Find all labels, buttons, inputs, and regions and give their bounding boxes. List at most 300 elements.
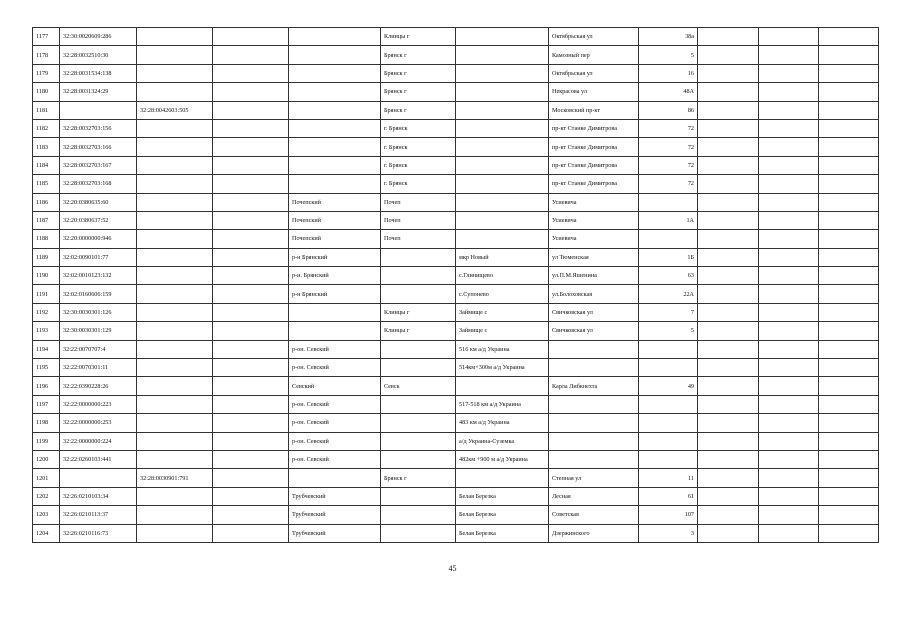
note-cell — [819, 303, 879, 321]
note-cell — [819, 248, 879, 266]
extra-column-cell — [213, 285, 289, 303]
city-cell: г. Брянск — [381, 175, 456, 193]
cadastral-number-cell: 32:22:0070301:11 — [60, 359, 137, 377]
flat-cell — [759, 28, 819, 46]
city-cell: Клинцы г — [381, 303, 456, 321]
row-number-cell: 1204 — [33, 524, 60, 542]
city-cell: г. Брянск — [381, 138, 456, 156]
cadastral-number-cell: 32:02:0160606:159 — [60, 285, 137, 303]
house-number-cell: 63 — [639, 267, 698, 285]
table-row — [33, 138, 879, 156]
street-cell: Лесная — [549, 487, 639, 505]
note-cell — [819, 487, 879, 505]
locality-cell: Белая Березка — [456, 524, 549, 542]
flat-cell — [759, 267, 819, 285]
table-row — [33, 395, 879, 413]
previous-cadastral-number-cell — [137, 377, 213, 395]
building-cell — [698, 175, 759, 193]
row-number-cell: 1179 — [33, 64, 60, 82]
previous-cadastral-number-cell — [137, 303, 213, 321]
building-cell — [698, 64, 759, 82]
cadastral-number-cell: 32:20:0380635:60 — [60, 193, 137, 211]
previous-cadastral-number-cell — [137, 506, 213, 524]
district-cell: Почепский — [289, 211, 381, 229]
street-cell: пр-кт Станке Димитрова — [549, 119, 639, 137]
building-cell — [698, 524, 759, 542]
table-row — [33, 506, 879, 524]
flat-cell — [759, 524, 819, 542]
district-cell — [289, 303, 381, 321]
cadastral-number-cell: 32:20:0380637:52 — [60, 211, 137, 229]
note-cell — [819, 285, 879, 303]
row-number-cell: 1182 — [33, 119, 60, 137]
city-cell: Почеп — [381, 211, 456, 229]
house-number-cell: 3 — [639, 524, 698, 542]
street-cell: Усиевича — [549, 211, 639, 229]
street-cell: ул.П.М.Яшенина — [549, 267, 639, 285]
building-cell — [698, 156, 759, 174]
house-number-cell: 1А — [639, 211, 698, 229]
cadastral-number-cell: 32:22:0390228:26 — [60, 377, 137, 395]
cadastral-number-cell: 32:28:0032510:30 — [60, 46, 137, 64]
row-number-cell: 1181 — [33, 101, 60, 119]
cadastral-number-cell: 32:26:0210103:34 — [60, 487, 137, 505]
city-cell — [381, 359, 456, 377]
cadastral-number-cell — [60, 469, 137, 487]
house-number-cell: 49 — [639, 377, 698, 395]
note-cell — [819, 469, 879, 487]
previous-cadastral-number-cell — [137, 524, 213, 542]
street-cell: пр-кт Станке Димитрова — [549, 175, 639, 193]
table-row — [33, 359, 879, 377]
table-row — [33, 432, 879, 450]
table-row — [33, 119, 879, 137]
table-row — [33, 285, 879, 303]
flat-cell — [759, 487, 819, 505]
district-cell — [289, 46, 381, 64]
extra-column-cell — [213, 101, 289, 119]
previous-cadastral-number-cell — [137, 248, 213, 266]
table-row — [33, 211, 879, 229]
cadastral-number-cell: 32:28:0031534:138 — [60, 64, 137, 82]
locality-cell: Белая Березка — [456, 506, 549, 524]
city-cell: г. Брянск — [381, 156, 456, 174]
note-cell — [819, 395, 879, 413]
building-cell — [698, 230, 759, 248]
district-cell — [289, 101, 381, 119]
table-row — [33, 193, 879, 211]
house-number-cell — [639, 359, 698, 377]
district-cell: р-н Брянский — [289, 248, 381, 266]
row-number-cell: 1201 — [33, 469, 60, 487]
note-cell — [819, 175, 879, 193]
cadastral-number-cell: 32:22:0000000:253 — [60, 414, 137, 432]
city-cell: Брянск г — [381, 46, 456, 64]
previous-cadastral-number-cell — [137, 432, 213, 450]
city-cell — [381, 395, 456, 413]
previous-cadastral-number-cell — [137, 340, 213, 358]
note-cell — [819, 28, 879, 46]
building-cell — [698, 285, 759, 303]
building-cell — [698, 46, 759, 64]
note-cell — [819, 340, 879, 358]
flat-cell — [759, 303, 819, 321]
street-cell: Усиевича — [549, 230, 639, 248]
table-row — [33, 377, 879, 395]
table-row — [33, 414, 879, 432]
flat-cell — [759, 359, 819, 377]
street-cell — [549, 414, 639, 432]
flat-cell — [759, 156, 819, 174]
district-cell: Трубчевский — [289, 506, 381, 524]
previous-cadastral-number-cell — [137, 285, 213, 303]
previous-cadastral-number-cell — [137, 230, 213, 248]
extra-column-cell — [213, 359, 289, 377]
city-cell: Почеп — [381, 230, 456, 248]
register-table — [32, 27, 879, 543]
cadastral-number-cell: 32:28:0032703:168 — [60, 175, 137, 193]
locality-cell — [456, 156, 549, 174]
page-number: 45 — [448, 564, 457, 573]
street-cell: Камозный пер — [549, 46, 639, 64]
locality-cell: мкр Новый — [456, 248, 549, 266]
building-cell — [698, 487, 759, 505]
flat-cell — [759, 432, 819, 450]
locality-cell — [456, 101, 549, 119]
note-cell — [819, 524, 879, 542]
flat-cell — [759, 395, 819, 413]
note-cell — [819, 414, 879, 432]
district-cell: р-он. Севский — [289, 340, 381, 358]
note-cell — [819, 506, 879, 524]
flat-cell — [759, 285, 819, 303]
city-cell: г. Брянск — [381, 119, 456, 137]
flat-cell — [759, 64, 819, 82]
building-cell — [698, 211, 759, 229]
note-cell — [819, 359, 879, 377]
street-cell — [549, 395, 639, 413]
previous-cadastral-number-cell — [137, 64, 213, 82]
table-row — [33, 230, 879, 248]
table-row — [33, 340, 879, 358]
street-cell — [549, 450, 639, 468]
district-cell — [289, 28, 381, 46]
building-cell — [698, 248, 759, 266]
register-rows — [33, 28, 879, 543]
extra-column-cell — [213, 46, 289, 64]
extra-column-cell — [213, 211, 289, 229]
city-cell — [381, 450, 456, 468]
house-number-cell — [639, 340, 698, 358]
locality-cell: Белая Березка — [456, 487, 549, 505]
previous-cadastral-number-cell — [137, 211, 213, 229]
table-row — [33, 450, 879, 468]
locality-cell — [456, 46, 549, 64]
district-cell: р-он. Севский — [289, 414, 381, 432]
street-cell — [549, 359, 639, 377]
street-cell: ул Тюменская — [549, 248, 639, 266]
city-cell: Брянск г — [381, 101, 456, 119]
flat-cell — [759, 248, 819, 266]
previous-cadastral-number-cell — [137, 322, 213, 340]
row-number-cell: 1193 — [33, 322, 60, 340]
cadastral-number-cell: 32:22:0000000:224 — [60, 432, 137, 450]
cadastral-number-cell: 32:26:0210113:37 — [60, 506, 137, 524]
locality-cell: 483 км а/д Украина — [456, 414, 549, 432]
building-cell — [698, 340, 759, 358]
extra-column-cell — [213, 138, 289, 156]
building-cell — [698, 450, 759, 468]
building-cell — [698, 83, 759, 101]
locality-cell — [456, 64, 549, 82]
street-cell: Октябрьская ул — [549, 64, 639, 82]
extra-column-cell — [213, 414, 289, 432]
flat-cell — [759, 469, 819, 487]
city-cell: Клинцы г — [381, 28, 456, 46]
building-cell — [698, 469, 759, 487]
table-row — [33, 487, 879, 505]
district-cell: р-он. Севский — [289, 395, 381, 413]
flat-cell — [759, 340, 819, 358]
row-number-cell: 1200 — [33, 450, 60, 468]
building-cell — [698, 101, 759, 119]
extra-column-cell — [213, 119, 289, 137]
row-number-cell: 1186 — [33, 193, 60, 211]
row-number-cell: 1184 — [33, 156, 60, 174]
building-cell — [698, 28, 759, 46]
street-cell: Некрасова ул — [549, 83, 639, 101]
house-number-cell: 72 — [639, 156, 698, 174]
note-cell — [819, 119, 879, 137]
row-number-cell: 1203 — [33, 506, 60, 524]
table-row — [33, 267, 879, 285]
city-cell: Клинцы г — [381, 322, 456, 340]
row-number-cell: 1188 — [33, 230, 60, 248]
building-cell — [698, 303, 759, 321]
table-row — [33, 175, 879, 193]
house-number-cell — [639, 414, 698, 432]
table-row — [33, 156, 879, 174]
extra-column-cell — [213, 377, 289, 395]
building-cell — [698, 506, 759, 524]
flat-cell — [759, 119, 819, 137]
previous-cadastral-number-cell — [137, 175, 213, 193]
extra-column-cell — [213, 506, 289, 524]
house-number-cell: 7 — [639, 303, 698, 321]
locality-cell: 514км+300м а/д Украина — [456, 359, 549, 377]
district-cell: Севский — [289, 377, 381, 395]
note-cell — [819, 432, 879, 450]
building-cell — [698, 138, 759, 156]
cadastral-number-cell: 32:30:0020609:286 — [60, 28, 137, 46]
note-cell — [819, 83, 879, 101]
city-cell: Севск — [381, 377, 456, 395]
street-cell: Усиевича — [549, 193, 639, 211]
flat-cell — [759, 211, 819, 229]
row-number-cell: 1183 — [33, 138, 60, 156]
table-row — [33, 469, 879, 487]
locality-cell: 517-518 км а/д Украина — [456, 395, 549, 413]
locality-cell — [456, 211, 549, 229]
extra-column-cell — [213, 432, 289, 450]
extra-column-cell — [213, 524, 289, 542]
district-cell — [289, 64, 381, 82]
flat-cell — [759, 175, 819, 193]
previous-cadastral-number-cell: 32:28:0042603:505 — [137, 101, 213, 119]
city-cell: Брянск г — [381, 64, 456, 82]
cadastral-number-cell: 32:22:0260103:441 — [60, 450, 137, 468]
flat-cell — [759, 506, 819, 524]
district-cell — [289, 156, 381, 174]
street-cell — [549, 432, 639, 450]
row-number-cell: 1198 — [33, 414, 60, 432]
city-cell — [381, 248, 456, 266]
district-cell: р-н Брянский — [289, 285, 381, 303]
table-row — [33, 64, 879, 82]
table-row — [33, 322, 879, 340]
previous-cadastral-number-cell — [137, 487, 213, 505]
city-cell — [381, 524, 456, 542]
row-number-cell: 1191 — [33, 285, 60, 303]
house-number-cell — [639, 395, 698, 413]
note-cell — [819, 138, 879, 156]
building-cell — [698, 414, 759, 432]
city-cell — [381, 432, 456, 450]
city-cell — [381, 285, 456, 303]
flat-cell — [759, 101, 819, 119]
extra-column-cell — [213, 450, 289, 468]
house-number-cell: 72 — [639, 119, 698, 137]
house-number-cell: 48А — [639, 83, 698, 101]
house-number-cell: 61 — [639, 487, 698, 505]
previous-cadastral-number-cell — [137, 83, 213, 101]
house-number-cell: 16 — [639, 64, 698, 82]
extra-column-cell — [213, 64, 289, 82]
locality-cell — [456, 138, 549, 156]
cadastral-number-cell: 32:28:0032703:156 — [60, 119, 137, 137]
district-cell: р-он. Севский — [289, 450, 381, 468]
house-number-cell: 86 — [639, 101, 698, 119]
row-number-cell: 1189 — [33, 248, 60, 266]
street-cell: Степная ул — [549, 469, 639, 487]
note-cell — [819, 101, 879, 119]
city-cell — [381, 487, 456, 505]
cadastral-number-cell: 32:28:0032703:166 — [60, 138, 137, 156]
cadastral-number-cell: 32:28:0032703:167 — [60, 156, 137, 174]
district-cell: Трубчевский — [289, 487, 381, 505]
extra-column-cell — [213, 175, 289, 193]
district-cell: Трубчевский — [289, 524, 381, 542]
district-cell: р-он. Севский — [289, 432, 381, 450]
extra-column-cell — [213, 469, 289, 487]
previous-cadastral-number-cell: 32:28:0030901:791 — [137, 469, 213, 487]
note-cell — [819, 267, 879, 285]
house-number-cell: 5 — [639, 46, 698, 64]
house-number-cell: 22А — [639, 285, 698, 303]
flat-cell — [759, 230, 819, 248]
district-cell — [289, 469, 381, 487]
street-cell: Дзержинского — [549, 524, 639, 542]
district-cell — [289, 83, 381, 101]
city-cell — [381, 267, 456, 285]
cadastral-number-cell: 32:02:0010123:132 — [60, 267, 137, 285]
building-cell — [698, 119, 759, 137]
cadastral-number-cell: 32:22:0070707:4 — [60, 340, 137, 358]
locality-cell: Займище с — [456, 303, 549, 321]
row-number-cell: 1178 — [33, 46, 60, 64]
district-cell: Почепский — [289, 193, 381, 211]
row-number-cell: 1202 — [33, 487, 60, 505]
locality-cell: с.Глинищево — [456, 267, 549, 285]
locality-cell — [456, 193, 549, 211]
row-number-cell: 1192 — [33, 303, 60, 321]
house-number-cell: 72 — [639, 138, 698, 156]
cadastral-number-cell: 32:22:0000000:223 — [60, 395, 137, 413]
flat-cell — [759, 138, 819, 156]
row-number-cell: 1180 — [33, 83, 60, 101]
locality-cell — [456, 175, 549, 193]
locality-cell: 516 км а/д Украина — [456, 340, 549, 358]
street-cell: Октябрьская ул — [549, 28, 639, 46]
house-number-cell: 5 — [639, 322, 698, 340]
flat-cell — [759, 193, 819, 211]
building-cell — [698, 377, 759, 395]
note-cell — [819, 450, 879, 468]
district-cell: р-он. Севский — [289, 359, 381, 377]
extra-column-cell — [213, 395, 289, 413]
extra-column-cell — [213, 28, 289, 46]
extra-column-cell — [213, 248, 289, 266]
extra-column-cell — [213, 193, 289, 211]
previous-cadastral-number-cell — [137, 138, 213, 156]
building-cell — [698, 322, 759, 340]
street-cell: Советская — [549, 506, 639, 524]
extra-column-cell — [213, 340, 289, 358]
street-cell — [549, 340, 639, 358]
building-cell — [698, 432, 759, 450]
city-cell: Брянск г — [381, 469, 456, 487]
building-cell — [698, 193, 759, 211]
previous-cadastral-number-cell — [137, 450, 213, 468]
house-number-cell: 11 — [639, 469, 698, 487]
note-cell — [819, 156, 879, 174]
district-cell — [289, 138, 381, 156]
flat-cell — [759, 450, 819, 468]
street-cell: Московский пр-кт — [549, 101, 639, 119]
locality-cell — [456, 377, 549, 395]
previous-cadastral-number-cell — [137, 359, 213, 377]
city-cell — [381, 340, 456, 358]
flat-cell — [759, 83, 819, 101]
previous-cadastral-number-cell — [137, 193, 213, 211]
previous-cadastral-number-cell — [137, 119, 213, 137]
flat-cell — [759, 377, 819, 395]
house-number-cell: 107 — [639, 506, 698, 524]
house-number-cell: 38а — [639, 28, 698, 46]
street-cell: Свичковская ул — [549, 322, 639, 340]
flat-cell — [759, 414, 819, 432]
building-cell — [698, 267, 759, 285]
locality-cell — [456, 83, 549, 101]
cadastral-number-cell: 32:20:0000000:946 — [60, 230, 137, 248]
house-number-cell: 1Б — [639, 248, 698, 266]
previous-cadastral-number-cell — [137, 46, 213, 64]
previous-cadastral-number-cell — [137, 156, 213, 174]
building-cell — [698, 395, 759, 413]
extra-column-cell — [213, 267, 289, 285]
previous-cadastral-number-cell — [137, 28, 213, 46]
table-row — [33, 83, 879, 101]
